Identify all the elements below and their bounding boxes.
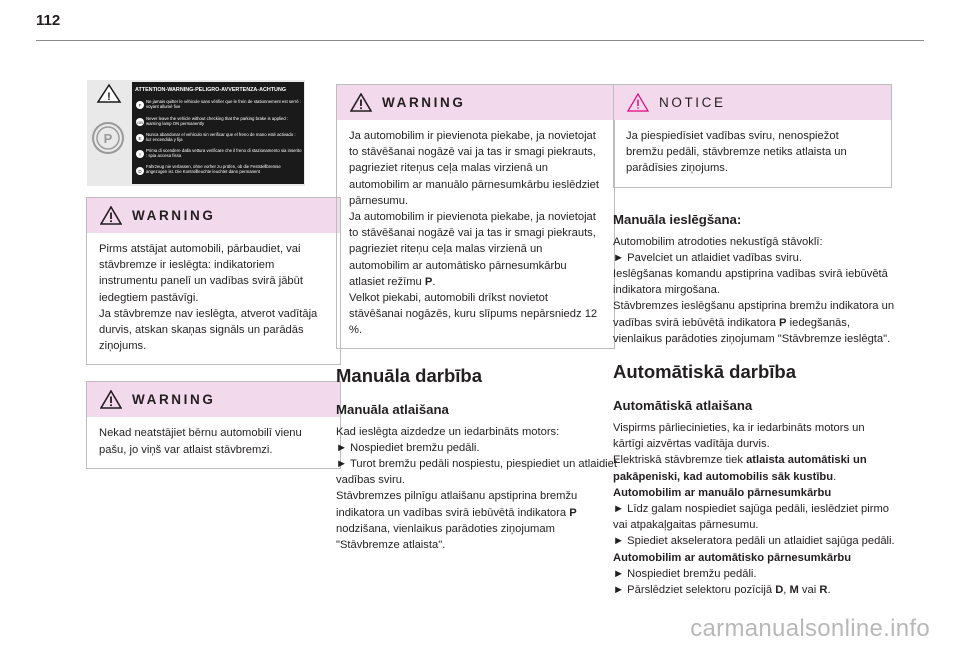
warning-text: Ja automobilim ir pievienota piekabe, ja novietojat to stāvēšanai nogāzē vai ja tas ir smagi piekrauts, pagrieziet riteņu ceļa malas virzienā un automobilim ar automātisko pārnesumkārbu atlasiet režīmu P.	[349, 211, 596, 288]
warning-text: Pirms atstājat automobili, pārbaudiet, vai stāvbremze ir ieslēgta: indikatoriem instrumentu panelī un vadības svirā jābūt iedegtiem pastāvīgi.	[99, 243, 303, 304]
warning-box	[86, 197, 341, 365]
warning-title: WARNING	[132, 208, 216, 223]
label-row: F Ne jamais quitter le véhicule sans vérifier que le frein de stationnement est serré : voyant allumé fixe	[136, 99, 302, 113]
svg-text:E: E	[138, 136, 142, 141]
warning-body	[87, 417, 340, 467]
label-row: GB Never leave the vehicle without checking that the parking brake is applied : warning lamp ON permanently	[137, 116, 289, 126]
warning-text: Nekad neatstājiet bērnu automobilī vienu pašu, jo viņš var atlaist stāvbremzi.	[99, 427, 302, 456]
warning-header	[87, 382, 340, 417]
subsection-heading: Manuāla atlaišana	[336, 401, 449, 417]
watermark: carmanualsonline.info	[690, 615, 930, 642]
label-row: D Fahrzeug nie verlassen, ohne vorher zu prüfen, ob die Feststellbremse angezogen ist. Die Kontrollleuchte leuchtet dann permanent	[136, 164, 302, 182]
column-left	[86, 80, 368, 469]
notice-body	[614, 120, 891, 187]
page-number: 112	[36, 12, 61, 29]
label-row: I Prima di scendere dalla vettura verificare che il freno di stazionamento sia inserito : spia accesa fissa	[136, 148, 302, 162]
top-rule	[36, 40, 924, 41]
svg-text:!: !	[107, 91, 111, 103]
column-right	[613, 84, 895, 598]
subsection-heading: Automātiskā atlaišana	[613, 398, 753, 414]
warning-text: Ja automobilim ir pievienota piekabe, ja novietojat to stāvēšanai nogāzē vai ja tas ir smagi piekrauts, pagrieziet riteņus ceļa malas virzienā un automobilim ar manuālo pārnesumkārbu ieslēdziet pārnesumu.	[349, 130, 599, 207]
warning-body	[337, 120, 614, 348]
warning-header	[337, 85, 614, 120]
label-header: ATTENTION-WARNING-PELIGRO-AVVERTENZA-ACHTUNG	[135, 87, 287, 93]
warning-triangle-icon	[100, 390, 122, 409]
svg-text:F: F	[138, 103, 142, 108]
warning-text: Velkot piekabi, automobili drīkst novietot stāvēšanai nogāzēs, kuru slīpums nepārsniedz 12 %.	[349, 292, 598, 337]
warning-text: Ja stāvbremze nav ieslēgta, atverot vadītāja durvis, atskan skaņas signāls un parādās ziņojums.	[99, 307, 318, 353]
notice-header	[614, 85, 891, 120]
svg-text:P: P	[103, 131, 113, 146]
manual-apply-text: Automobilim atrodoties nekustīgā stāvoklī: ► Pavelciet un atlaidiet vadības sviru. Ieslēgšanas komandu apstiprina vadības svirā iebūvētā indikatora mirgošana. Stāvbremzes ieslēgšanu apstiprina bremžu indikatora un vadības svirā iebūvētā indikatora P iedegšanās, vienlaikus parādoties ziņojumam "Stāvbremze ieslēgta".	[613, 235, 895, 345]
warning-box	[336, 84, 615, 349]
parking-brake-icon	[93, 123, 123, 153]
subsection-heading: Manuāla ieslēgšana:	[613, 211, 742, 227]
automatic-release-text: Vispirms pārliecinieties, ka ir iedarbināts motors un kārtīgi aizvērtas vadītāja durvis. Elektriskā stāvbremze tiek atlaista automātiski un pakāpeniski, kad automobilis sāk kustību. Automobilim ar manuālo pārnesumkārbu ► Līdz galam nospiediet sajūga pedāli, ieslēdziet pirmo vai atpakaļgaitas pārnesumu. ► Spiediet akseleratora pedāli un atlaidiet sajūga pedāli. Automobilim ar automātisko pārnesumkārbu ► Nospiediet bremžu pedāli. ► Pārslēdziet selektoru pozīcijā D, M vai R.	[613, 422, 895, 597]
section-heading: Manuāla darbība	[336, 364, 482, 386]
warning-body	[87, 233, 340, 364]
column-middle	[336, 84, 618, 553]
warning-triangle-icon	[350, 93, 372, 112]
section-heading: Automātiskā darbība	[613, 361, 796, 383]
notice-triangle-icon	[627, 93, 649, 112]
warning-box	[86, 381, 341, 468]
notice-box	[613, 84, 892, 188]
svg-text:I: I	[139, 152, 141, 157]
parking-brake-label-image	[87, 80, 305, 186]
warning-triangle-icon	[100, 206, 122, 225]
warning-title: WARNING	[382, 95, 466, 110]
warning-header	[87, 198, 340, 233]
notice-title: NOTICE	[659, 95, 726, 110]
warning-title: WARNING	[132, 392, 216, 408]
notice-text: Ja piespiedīsiet vadības sviru, nenospiežot bremžu pedāli, stāvbremze netiks atlaista un parādīsies ziņojums.	[626, 130, 847, 175]
manual-release-text: Kad ieslēgta aizdedze un iedarbināts motors: ► Nospiediet bremžu pedāli. ► Turot bremžu pedāli nospiestu, piespiediet un atlaidiet vadības sviru. Stāvbremzes pilnīgu atlaišanu apstiprina bremžu indikatora un vadības svirā iebūvētā indikatora P nodzišana, vienlaikus parādoties ziņojumam "Stāvbremze atlaista".	[336, 425, 617, 552]
label-row: E Nunca abandonar el vehículo sin verificar que el freno de mano esté activado : luz encendida y fija	[136, 132, 302, 146]
svg-text:D: D	[138, 169, 142, 174]
svg-text:GB: GB	[137, 120, 143, 125]
